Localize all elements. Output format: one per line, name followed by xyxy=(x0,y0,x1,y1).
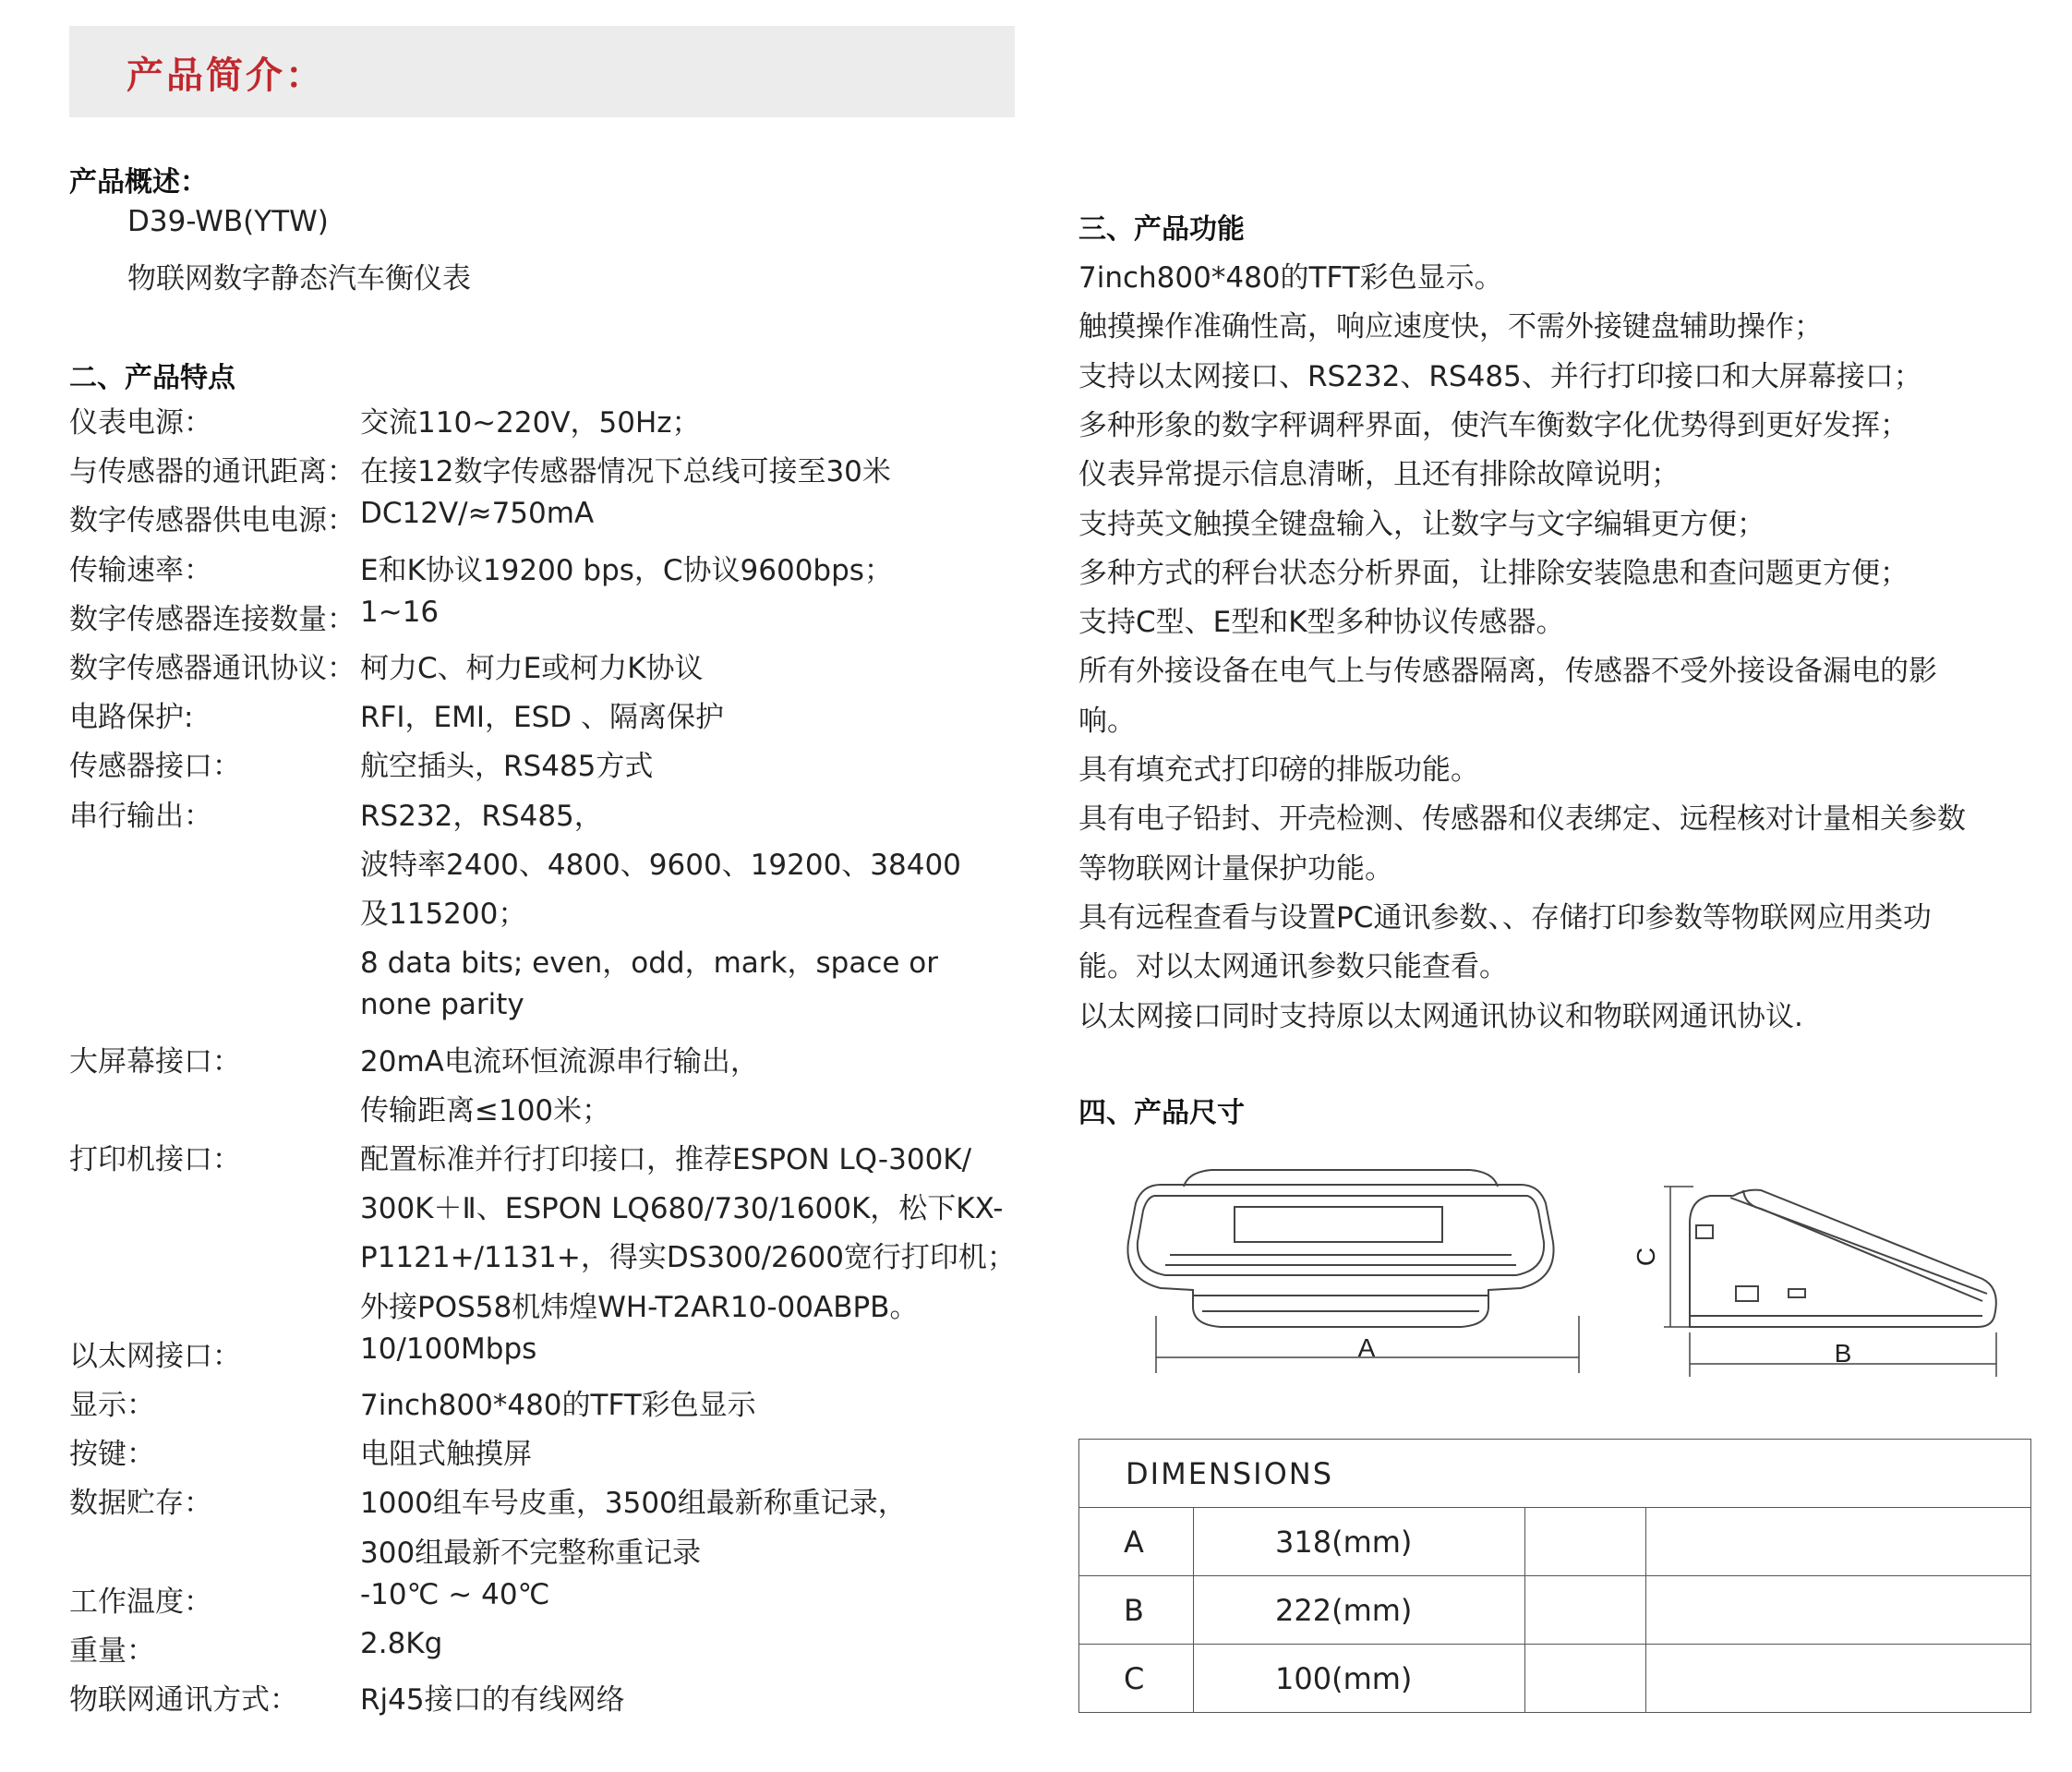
features-heading: 二、产品特点 xyxy=(69,362,235,394)
overview-heading: 产品概述： xyxy=(69,166,208,199)
spec-value-line: Rj45接口的有线网络 xyxy=(360,1683,625,1718)
spec-label: 数字传感器连接数量： xyxy=(69,602,355,636)
dimension-drawing-svg xyxy=(1073,1131,2070,1436)
spec-value-line: 10/100Mbps xyxy=(360,1332,537,1366)
spec-value-line: 1000组车号皮重，3500组最新称重记录， xyxy=(360,1487,907,1521)
dimension-value-c: 100(mm) xyxy=(1194,1645,1525,1713)
empty-cell xyxy=(1646,1576,2031,1645)
spec-value-line: 20mA电流环恒流源串行输出， xyxy=(360,1044,759,1079)
dimension-drawing xyxy=(1073,1131,2070,1436)
spec-value-line: 在接12数字传感器情况下总线可接至30米 xyxy=(360,455,891,489)
function-line: 具有电子铅封、开壳检测、传感器和仪表绑定、远程核对计量相关参数 xyxy=(1078,802,1966,837)
spec-label: 打印机接口： xyxy=(69,1143,241,1176)
spec-label: 仪表电源： xyxy=(69,406,212,440)
dimensions-table xyxy=(1078,1439,2031,1713)
spec-value-line: 电阻式触摸屏 xyxy=(360,1438,532,1472)
spec-value-line: 300K＋Ⅱ、ESPON LQ680/730/1600K，松下KX- xyxy=(360,1192,1004,1226)
empty-cell xyxy=(1525,1645,1646,1713)
table-row xyxy=(1079,1645,2031,1713)
spec-value-line: 柯力C、柯力E或柯力K协议 xyxy=(360,652,704,685)
function-line: 响。 xyxy=(1078,704,1136,738)
spec-value-line: -10℃ ~ 40℃ xyxy=(360,1577,550,1611)
function-line: 具有填充式打印磅的排版功能。 xyxy=(1078,753,1479,787)
spec-value-line: 外接POS58机炜煌WH-T2AR10-00ABPB。 xyxy=(360,1290,919,1324)
spec-label: 数字传感器通讯协议： xyxy=(69,652,355,685)
spec-value-line: RS232，RS485， xyxy=(360,799,603,833)
spec-value-line: E和K协议19200 bps，C协议9600bps； xyxy=(360,553,893,587)
spec-value-line: DC12V/≈750mA xyxy=(360,497,595,531)
function-line: 仪表异常提示信息清晰，且还有排除故障说明； xyxy=(1078,458,1680,492)
function-line: 能。对以太网通讯参数只能查看。 xyxy=(1078,950,1508,984)
functions-heading: 三、产品功能 xyxy=(1078,213,1245,246)
dimensions-table-header-row xyxy=(1079,1440,2031,1508)
dimension-a-label: A xyxy=(1357,1333,1376,1362)
spec-value-line: 及115200； xyxy=(360,898,527,931)
dimension-key-c: C xyxy=(1079,1645,1194,1713)
product-model: D39-WB(YTW) xyxy=(127,205,329,238)
spec-label: 工作温度： xyxy=(69,1585,212,1619)
front-view-drawing xyxy=(1127,1170,1553,1327)
dimension-key-a: A xyxy=(1079,1508,1194,1576)
table-row xyxy=(1079,1508,2031,1576)
function-line: 所有外接设备在电气上与传感器隔离，传感器不受外接设备漏电的影 xyxy=(1078,655,1937,689)
spec-label: 与传感器的通讯距离： xyxy=(69,455,355,489)
dimension-b-label: B xyxy=(1834,1339,1852,1368)
spec-value-line: 8 data bits; even，odd，mark，space or xyxy=(360,946,939,981)
spec-label: 大屏幕接口： xyxy=(69,1044,241,1079)
function-line: 等物联网计量保护功能。 xyxy=(1078,851,1393,886)
function-line: 具有远程查看与设置PC通讯参数、、存储打印参数等物联网应用类功 xyxy=(1078,900,1932,934)
header-bar xyxy=(69,26,1015,117)
side-view-drawing xyxy=(1690,1190,1996,1327)
dimensions-heading: 四、产品尺寸 xyxy=(1078,1097,1245,1129)
spec-value-line: 航空插头，RS485方式 xyxy=(360,750,654,784)
empty-cell xyxy=(1646,1645,2031,1713)
dimension-c-label: C xyxy=(1632,1247,1660,1267)
function-line: 触摸操作准确性高，响应速度快，不需外接键盘辅助操作； xyxy=(1078,310,1823,344)
spec-value-line: 传输距离≤100米； xyxy=(360,1093,611,1127)
spec-value-line: 波特率2400、4800、9600、19200、38400 xyxy=(360,848,961,882)
dimension-value-a: 318(mm) xyxy=(1194,1508,1525,1576)
dimension-key-b: B xyxy=(1079,1576,1194,1645)
spec-label: 按键： xyxy=(69,1438,155,1472)
spec-label: 显示： xyxy=(69,1389,155,1422)
spec-value-line: RFI，EMI，ESD 、隔离保护 xyxy=(360,701,724,735)
empty-cell xyxy=(1646,1508,2031,1576)
product-name: 物联网数字静态汽车衡仪表 xyxy=(127,262,471,295)
spec-value-line: P1121+/1131+，得实DS300/2600宽行打印机； xyxy=(360,1241,1016,1275)
spec-value-line: 配置标准并行打印接口，推荐ESPON LQ-300K/ xyxy=(360,1143,972,1176)
spec-label: 数据贮存： xyxy=(69,1487,212,1521)
spec-label: 物联网通讯方式： xyxy=(69,1683,298,1718)
spec-value-line: none parity xyxy=(360,988,524,1022)
spec-value-line: 300组最新不完整称重记录 xyxy=(360,1536,702,1570)
empty-cell xyxy=(1525,1508,1646,1576)
spec-label: 以太网接口： xyxy=(69,1339,241,1373)
spec-value-line: 7inch800*480的TFT彩色显示 xyxy=(360,1389,756,1422)
function-line: 支持英文触摸全键盘输入，让数字与文字编辑更方便； xyxy=(1078,507,1765,541)
spec-value-line: 交流110~220V，50Hz； xyxy=(360,406,701,440)
function-line: 支持以太网接口、RS232、RS485、并行打印接口和大屏幕接口； xyxy=(1078,359,1922,393)
spec-label: 电路保护: xyxy=(69,701,194,735)
spec-value-line: 2.8Kg xyxy=(360,1627,443,1660)
empty-cell xyxy=(1525,1576,1646,1645)
function-line: 多种方式的秤台状态分析界面，让排除安装隐患和查问题更方便； xyxy=(1078,556,1909,590)
dimensions-table-title: DIMENSIONS xyxy=(1079,1440,2031,1508)
spec-label: 传感器接口： xyxy=(69,750,241,784)
spec-value-line: 1~16 xyxy=(360,595,440,629)
spec-label: 串行输出： xyxy=(69,799,212,833)
table-row xyxy=(1079,1576,2031,1645)
function-line: 以太网接口同时支持原以太网通讯协议和物联网通讯协议. xyxy=(1078,999,1803,1033)
function-line: 7inch800*480的TFT彩色显示。 xyxy=(1078,261,1503,295)
spec-label: 重量： xyxy=(69,1634,155,1668)
spec-label: 数字传感器供电电源： xyxy=(69,504,355,538)
dimension-value-b: 222(mm) xyxy=(1194,1576,1525,1645)
spec-label: 传输速率： xyxy=(69,553,212,587)
function-line: 支持C型、E型和K型多种协议传感器。 xyxy=(1078,606,1565,640)
function-line: 多种形象的数字秤调秤界面，使汽车衡数字化优势得到更好发挥； xyxy=(1078,408,1909,442)
page-title: 产品简介： xyxy=(126,54,325,97)
